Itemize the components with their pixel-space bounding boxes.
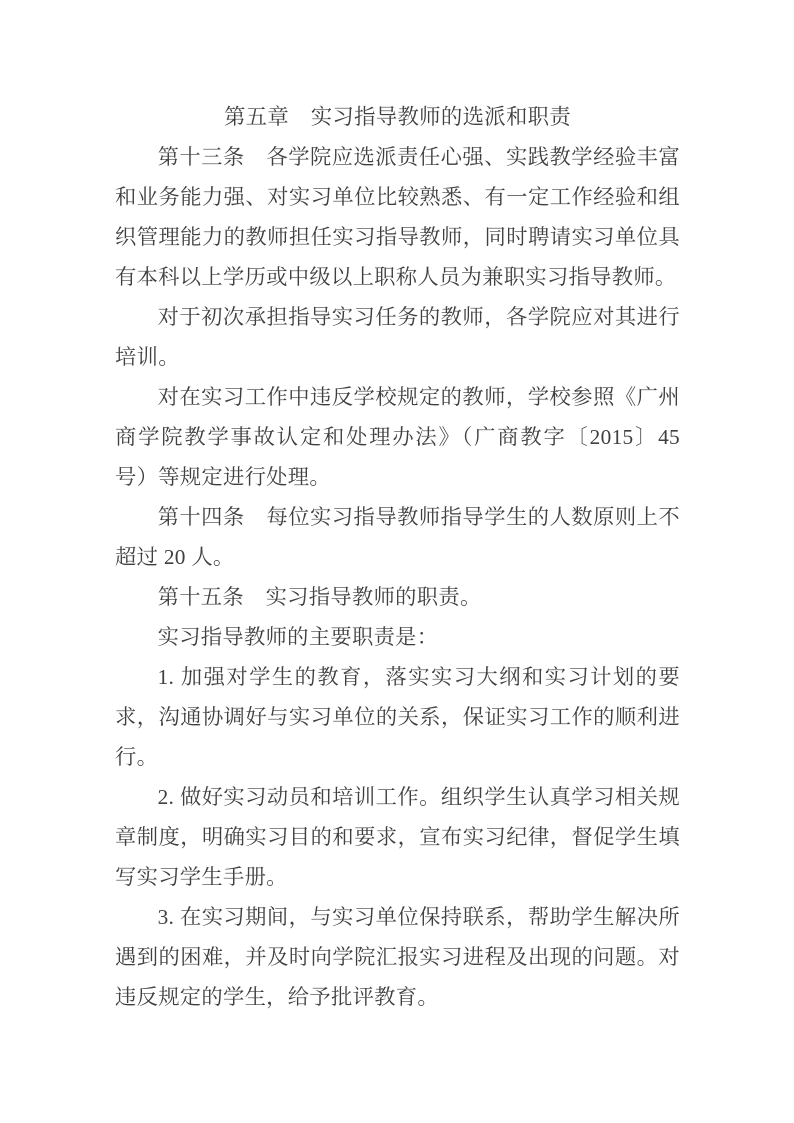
paragraph-duty-2: 2. 做好实习动员和培训工作。组织学生认真学习相关规章制度，明确实习目的和要求，宣布实习纪律，督促学生填写实习学生手册。 xyxy=(115,785,680,889)
paragraph-duty-3: 3. 在实习期间，与实习单位保持联系，帮助学生解决所遇到的困难，并及时向学院汇报实习进程及出现的问题。对违反规定的学生，给予批评教育。 xyxy=(115,905,680,1009)
paragraph-article-14: 第十四条 每位实习指导教师指导学生的人数原则上不超过 20 人。 xyxy=(115,505,680,569)
paragraph-article-13: 第十三条 各学院应选派责任心强、实践教学经验丰富和业务能力强、对实习单位比较熟悉、有一定工作经验和组织管理能力的教师担任实习指导教师，同时聘请实习单位具有本科以上学历或中级以上职称人员为兼职实习指导教师。 xyxy=(115,145,680,289)
paragraph-violation-handling: 对在实习工作中违反学校规定的教师，学校参照《广州商学院教学事故认定和处理办法》（广商教字〔2015〕45 号）等规定进行处理。 xyxy=(115,385,680,489)
paragraph-duty-1: 1. 加强对学生的教育，落实实习大纲和实习计划的要求，沟通协调好与实习单位的关系，保证实习工作的顺利进行。 xyxy=(115,665,680,769)
paragraph-duties-intro: 实习指导教师的主要职责是： xyxy=(157,625,439,649)
paragraph-article-15: 第十五条 实习指导教师的职责。 xyxy=(157,585,482,609)
chapter-title: 第五章 实习指导教师的选派和职责 xyxy=(223,105,572,129)
paragraph-first-time-training: 对于初次承担指导实习任务的教师，各学院应对其进行培训。 xyxy=(115,305,680,369)
